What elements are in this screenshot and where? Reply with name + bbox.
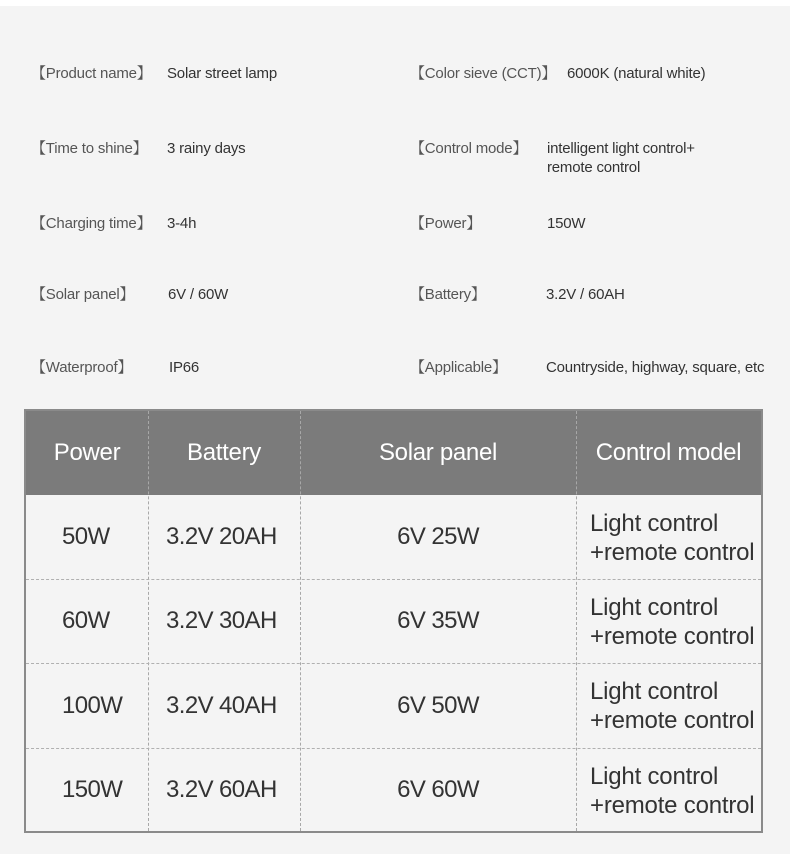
spec-value-control-mode-line1: intelligent light control+ [547, 140, 695, 157]
spec-label-solar-panel: 【Solar panel】 [31, 286, 135, 303]
spec-label-applicable: 【Applicable】 [410, 359, 507, 376]
cell-power: 50W [62, 523, 110, 550]
spec-value-product-name: Solar street lamp [167, 65, 277, 82]
cell-solar: 6V 60W [397, 775, 479, 803]
cell-power: 150W [62, 775, 123, 803]
column-divider [148, 411, 149, 831]
header-solar-panel: Solar panel [378, 439, 498, 466]
cell-solar: 6V 25W [397, 523, 479, 550]
spec-label-control-mode: 【Control mode】 [410, 140, 528, 157]
column-divider [576, 411, 577, 831]
spec-label-waterproof: 【Waterproof】 [31, 359, 133, 376]
spec-label-charging-time: 【Charging time】 [31, 215, 152, 232]
cell-control-line2: +remote control [590, 707, 755, 734]
spec-value-solar-panel: 6V / 60W [168, 286, 229, 303]
cell-power: 100W [62, 691, 123, 719]
model-table [24, 409, 763, 833]
cell-battery: 3.2V 60AH [166, 775, 277, 803]
header-battery: Battery [187, 439, 261, 466]
cell-control-line2: +remote control [590, 539, 755, 566]
spec-value-color-cct: 6000K (natural white) [567, 65, 706, 82]
spec-label-product-name: 【Product name】 [31, 65, 152, 82]
cell-control-line2: +remote control [590, 623, 755, 650]
spec-value-charging-time: 3-4h [167, 215, 197, 232]
cell-control-line1: Light control [590, 678, 719, 705]
cell-control-line2: +remote control [590, 792, 755, 819]
spec-value-power: 150W [547, 215, 586, 232]
cell-battery: 3.2V 20AH [166, 523, 277, 550]
spec-label-power: 【Power】 [410, 215, 482, 232]
cell-power: 60W [62, 607, 110, 634]
cell-solar: 6V 35W [397, 607, 479, 634]
cell-control [590, 748, 754, 831]
spec-label-color-cct: 【Color sieve (CCT)】 [410, 65, 557, 82]
cell-battery: 3.2V 40AH [166, 691, 277, 719]
cell-control [590, 495, 754, 579]
spec-value-control-mode-line2: remote control [547, 159, 641, 176]
spec-value-battery: 3.2V / 60AH [546, 286, 625, 303]
table-header [26, 411, 761, 495]
spec-label-battery: 【Battery】 [410, 286, 486, 303]
header-power: Power [53, 439, 121, 466]
cell-control [590, 579, 754, 663]
spec-value-applicable: Countryside, highway, square, etc [546, 359, 765, 376]
cell-control [590, 663, 754, 748]
spec-label-time-to-shine: 【Time to shine】 [31, 140, 148, 157]
cell-solar: 6V 50W [397, 691, 479, 719]
cell-control-line1: Light control [590, 510, 719, 537]
spec-value-time-to-shine: 3 rainy days [167, 140, 246, 157]
cell-control-line1: Light control [590, 763, 719, 790]
cell-battery: 3.2V 30AH [166, 607, 277, 634]
spec-value-waterproof: IP66 [169, 359, 200, 376]
header-control-model: Control model [595, 439, 742, 466]
cell-control-line1: Light control [590, 594, 719, 621]
